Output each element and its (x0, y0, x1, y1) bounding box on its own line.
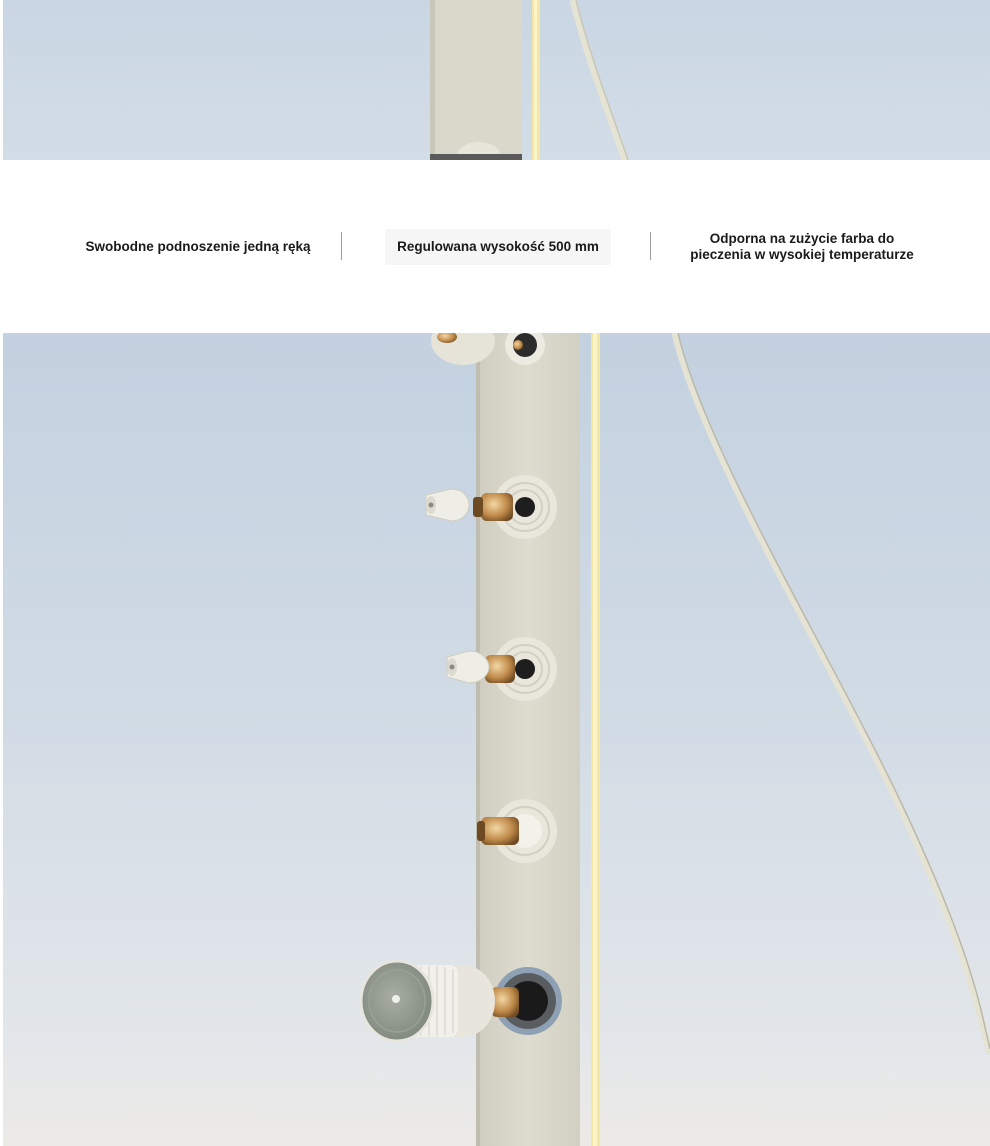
feature-two-label: Regulowana wysokość 500 mm (385, 229, 611, 265)
feature-three-line1: Odporna na zużycie farba do (709, 230, 895, 246)
product-photo-bottom (3, 333, 990, 1146)
cable-icon (675, 333, 990, 1053)
nozzle-icon (447, 651, 489, 683)
product-photo-top (3, 0, 990, 160)
knob-icon (361, 961, 495, 1041)
column-body (430, 0, 522, 160)
nozzle-icon (426, 489, 469, 521)
column-top-illustration (3, 0, 990, 160)
feature-one-label: Swobodne podnoszenie jedną ręką (85, 238, 311, 254)
feature-three-line2: pieczenia w wysokiej temperaturze (690, 246, 914, 262)
feature-band (0, 160, 990, 333)
feature-one-hand-lift (40, 160, 356, 333)
divider-1 (341, 232, 342, 260)
feature-paint-coating (660, 160, 944, 333)
divider-2 (650, 232, 651, 260)
column-illustration (3, 333, 990, 1146)
cable-icon (573, 0, 625, 160)
feature-adjustable-height (375, 160, 621, 333)
